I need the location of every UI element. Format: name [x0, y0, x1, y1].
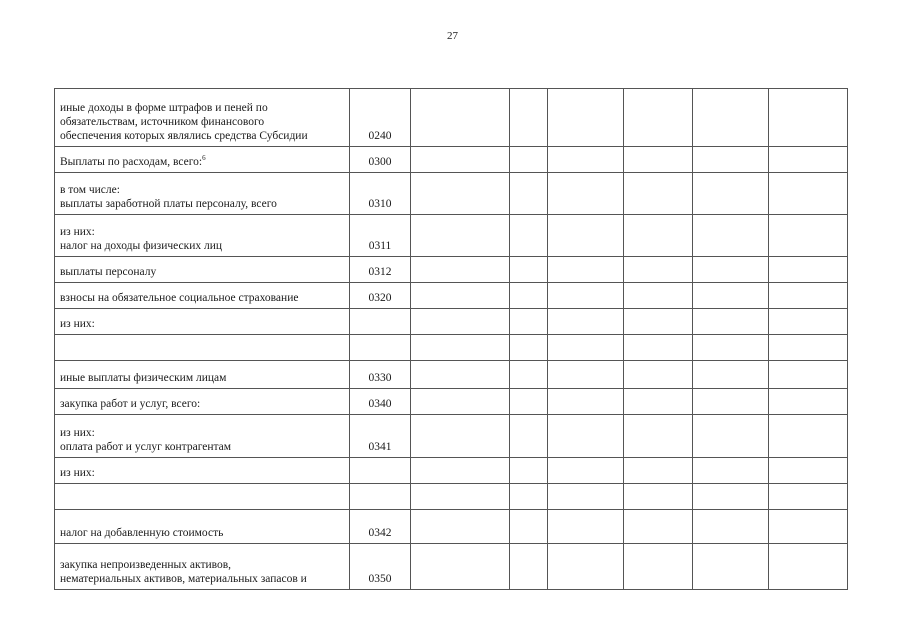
value-cell[interactable] — [769, 147, 848, 173]
value-cell[interactable] — [769, 361, 848, 389]
value-cell[interactable] — [510, 484, 548, 510]
row-code: 0330 — [350, 361, 411, 389]
value-cell[interactable] — [769, 257, 848, 283]
value-cell[interactable] — [548, 147, 624, 173]
value-cell[interactable] — [548, 415, 624, 458]
table-row — [55, 544, 848, 590]
value-cell[interactable] — [510, 510, 548, 544]
value-cell[interactable] — [693, 361, 769, 389]
value-cell[interactable] — [548, 257, 624, 283]
value-cell[interactable] — [510, 544, 548, 590]
table-row — [55, 415, 848, 458]
row-code: 0312 — [350, 257, 411, 283]
value-cell[interactable] — [411, 257, 510, 283]
row-label-line: из них: — [60, 427, 95, 439]
value-cell[interactable] — [411, 510, 510, 544]
table-row — [55, 215, 848, 257]
row-label — [55, 215, 350, 257]
value-cell[interactable] — [510, 173, 548, 215]
value-cell[interactable] — [624, 361, 693, 389]
value-cell[interactable] — [510, 389, 548, 415]
value-cell[interactable] — [769, 309, 848, 335]
row-label — [55, 147, 350, 173]
value-cell[interactable] — [624, 283, 693, 309]
value-cell[interactable] — [769, 484, 848, 510]
value-cell[interactable] — [624, 335, 693, 361]
value-cell[interactable] — [769, 544, 848, 590]
value-cell[interactable] — [624, 458, 693, 484]
table-row — [55, 89, 848, 147]
row-code — [350, 458, 411, 484]
value-cell[interactable] — [548, 510, 624, 544]
value-cell[interactable] — [769, 173, 848, 215]
row-label — [55, 335, 350, 361]
row-code: 0350 — [350, 544, 411, 590]
value-cell[interactable] — [411, 389, 510, 415]
value-cell[interactable] — [624, 215, 693, 257]
row-label — [55, 283, 350, 309]
value-cell[interactable] — [624, 389, 693, 415]
table-row — [55, 173, 848, 215]
value-cell[interactable] — [411, 147, 510, 173]
value-cell[interactable] — [693, 458, 769, 484]
value-cell[interactable] — [510, 215, 548, 257]
value-cell[interactable] — [769, 415, 848, 458]
value-cell[interactable] — [693, 510, 769, 544]
row-label — [55, 257, 350, 283]
row-label-line: нематериальных активов, материальных запасов и — [60, 573, 307, 585]
row-code: 0341 — [350, 415, 411, 458]
value-cell[interactable] — [548, 215, 624, 257]
row-code: 0340 — [350, 389, 411, 415]
row-label-line: взносы на обязательное социальное страхование — [60, 292, 299, 304]
value-cell[interactable] — [411, 215, 510, 257]
table-row — [55, 309, 848, 335]
table-row — [55, 458, 848, 484]
row-label — [55, 484, 350, 510]
table-row — [55, 484, 848, 510]
row-label — [55, 173, 350, 215]
value-cell[interactable] — [510, 257, 548, 283]
value-cell[interactable] — [510, 335, 548, 361]
value-cell[interactable] — [769, 89, 848, 147]
value-cell[interactable] — [411, 89, 510, 147]
row-label-line: иные выплаты физическим лицам — [60, 372, 227, 384]
table-row — [55, 147, 848, 173]
value-cell[interactable] — [624, 173, 693, 215]
value-cell[interactable] — [411, 283, 510, 309]
row-label-line: выплаты персоналу — [60, 266, 157, 278]
row-label-line: закупка непроизведенных активов, — [60, 559, 232, 571]
value-cell[interactable] — [411, 173, 510, 215]
value-cell[interactable] — [693, 544, 769, 590]
value-cell[interactable] — [769, 215, 848, 257]
row-label-line: из них: — [60, 467, 95, 479]
value-cell[interactable] — [624, 257, 693, 283]
value-cell[interactable] — [548, 544, 624, 590]
row-label — [55, 458, 350, 484]
row-label — [55, 361, 350, 389]
table-row — [55, 361, 848, 389]
value-cell[interactable] — [624, 544, 693, 590]
row-label-line: из них: — [60, 226, 95, 238]
value-cell[interactable] — [769, 458, 848, 484]
value-cell[interactable] — [548, 309, 624, 335]
table-row — [55, 510, 848, 544]
value-cell[interactable] — [693, 283, 769, 309]
row-label-line: выплаты заработной платы персоналу, всего — [60, 198, 277, 210]
value-cell[interactable] — [411, 361, 510, 389]
value-cell[interactable] — [624, 415, 693, 458]
table-row — [55, 335, 848, 361]
row-label-line: оплата работ и услуг контрагентам — [60, 441, 232, 453]
value-cell[interactable] — [693, 173, 769, 215]
value-cell[interactable] — [693, 484, 769, 510]
value-cell[interactable] — [769, 335, 848, 361]
row-code — [350, 335, 411, 361]
row-code: 0320 — [350, 283, 411, 309]
value-cell[interactable] — [769, 283, 848, 309]
value-cell[interactable] — [693, 89, 769, 147]
row-code: 0310 — [350, 173, 411, 215]
value-cell[interactable] — [548, 89, 624, 147]
value-cell[interactable] — [548, 335, 624, 361]
value-cell[interactable] — [548, 484, 624, 510]
table-row — [55, 257, 848, 283]
row-label-line: обязательствам, источником финансового — [60, 116, 265, 128]
value-cell[interactable] — [624, 309, 693, 335]
value-cell[interactable] — [693, 389, 769, 415]
row-label-line: налог на доходы физических лиц — [60, 240, 223, 252]
footnote-marker: 6 — [202, 154, 206, 163]
row-label-line: закупка работ и услуг, всего: — [60, 398, 201, 410]
row-label — [55, 389, 350, 415]
value-cell[interactable] — [411, 544, 510, 590]
row-label-line: иные доходы в форме штрафов и пеней по — [60, 102, 268, 114]
row-code — [350, 309, 411, 335]
value-cell[interactable] — [548, 389, 624, 415]
value-cell[interactable] — [548, 283, 624, 309]
row-label — [55, 415, 350, 458]
row-label — [55, 510, 350, 544]
value-cell[interactable] — [693, 257, 769, 283]
table-row — [55, 389, 848, 415]
row-code: 0342 — [350, 510, 411, 544]
value-cell[interactable] — [510, 415, 548, 458]
row-label-line: в том числе: — [60, 184, 120, 196]
value-cell[interactable] — [624, 89, 693, 147]
value-cell[interactable] — [411, 458, 510, 484]
row-code — [350, 484, 411, 510]
report-table — [54, 88, 848, 590]
page-number: 27 — [447, 30, 458, 42]
value-cell[interactable] — [693, 415, 769, 458]
row-label-line: обеспечения которых являлись средства Субсидии — [60, 130, 308, 142]
value-cell[interactable] — [411, 309, 510, 335]
value-cell[interactable] — [548, 458, 624, 484]
value-cell[interactable] — [510, 458, 548, 484]
value-cell[interactable] — [411, 335, 510, 361]
row-label-line: Выплаты по расходам, всего:$^6$ — [60, 154, 206, 168]
value-cell[interactable] — [510, 361, 548, 389]
value-cell[interactable] — [548, 361, 624, 389]
row-label-line: из них: — [60, 318, 95, 330]
value-cell[interactable] — [510, 309, 548, 335]
value-cell[interactable] — [769, 510, 848, 544]
value-cell[interactable] — [624, 147, 693, 173]
value-cell[interactable] — [624, 484, 693, 510]
row-code: 0300 — [350, 147, 411, 173]
value-cell[interactable] — [411, 484, 510, 510]
row-label — [55, 544, 350, 590]
row-code: 0311 — [350, 215, 411, 257]
value-cell[interactable] — [510, 283, 548, 309]
value-cell[interactable] — [411, 415, 510, 458]
value-cell[interactable] — [693, 147, 769, 173]
row-label — [55, 309, 350, 335]
row-code: 0240 — [350, 89, 411, 147]
value-cell[interactable] — [510, 147, 548, 173]
value-cell[interactable] — [693, 215, 769, 257]
value-cell[interactable] — [693, 335, 769, 361]
value-cell[interactable] — [769, 389, 848, 415]
value-cell[interactable] — [548, 173, 624, 215]
row-label-line: налог на добавленную стоимость — [60, 527, 224, 539]
value-cell[interactable] — [510, 89, 548, 147]
value-cell[interactable] — [624, 510, 693, 544]
row-label — [55, 89, 350, 147]
table-row — [55, 283, 848, 309]
value-cell[interactable] — [693, 309, 769, 335]
